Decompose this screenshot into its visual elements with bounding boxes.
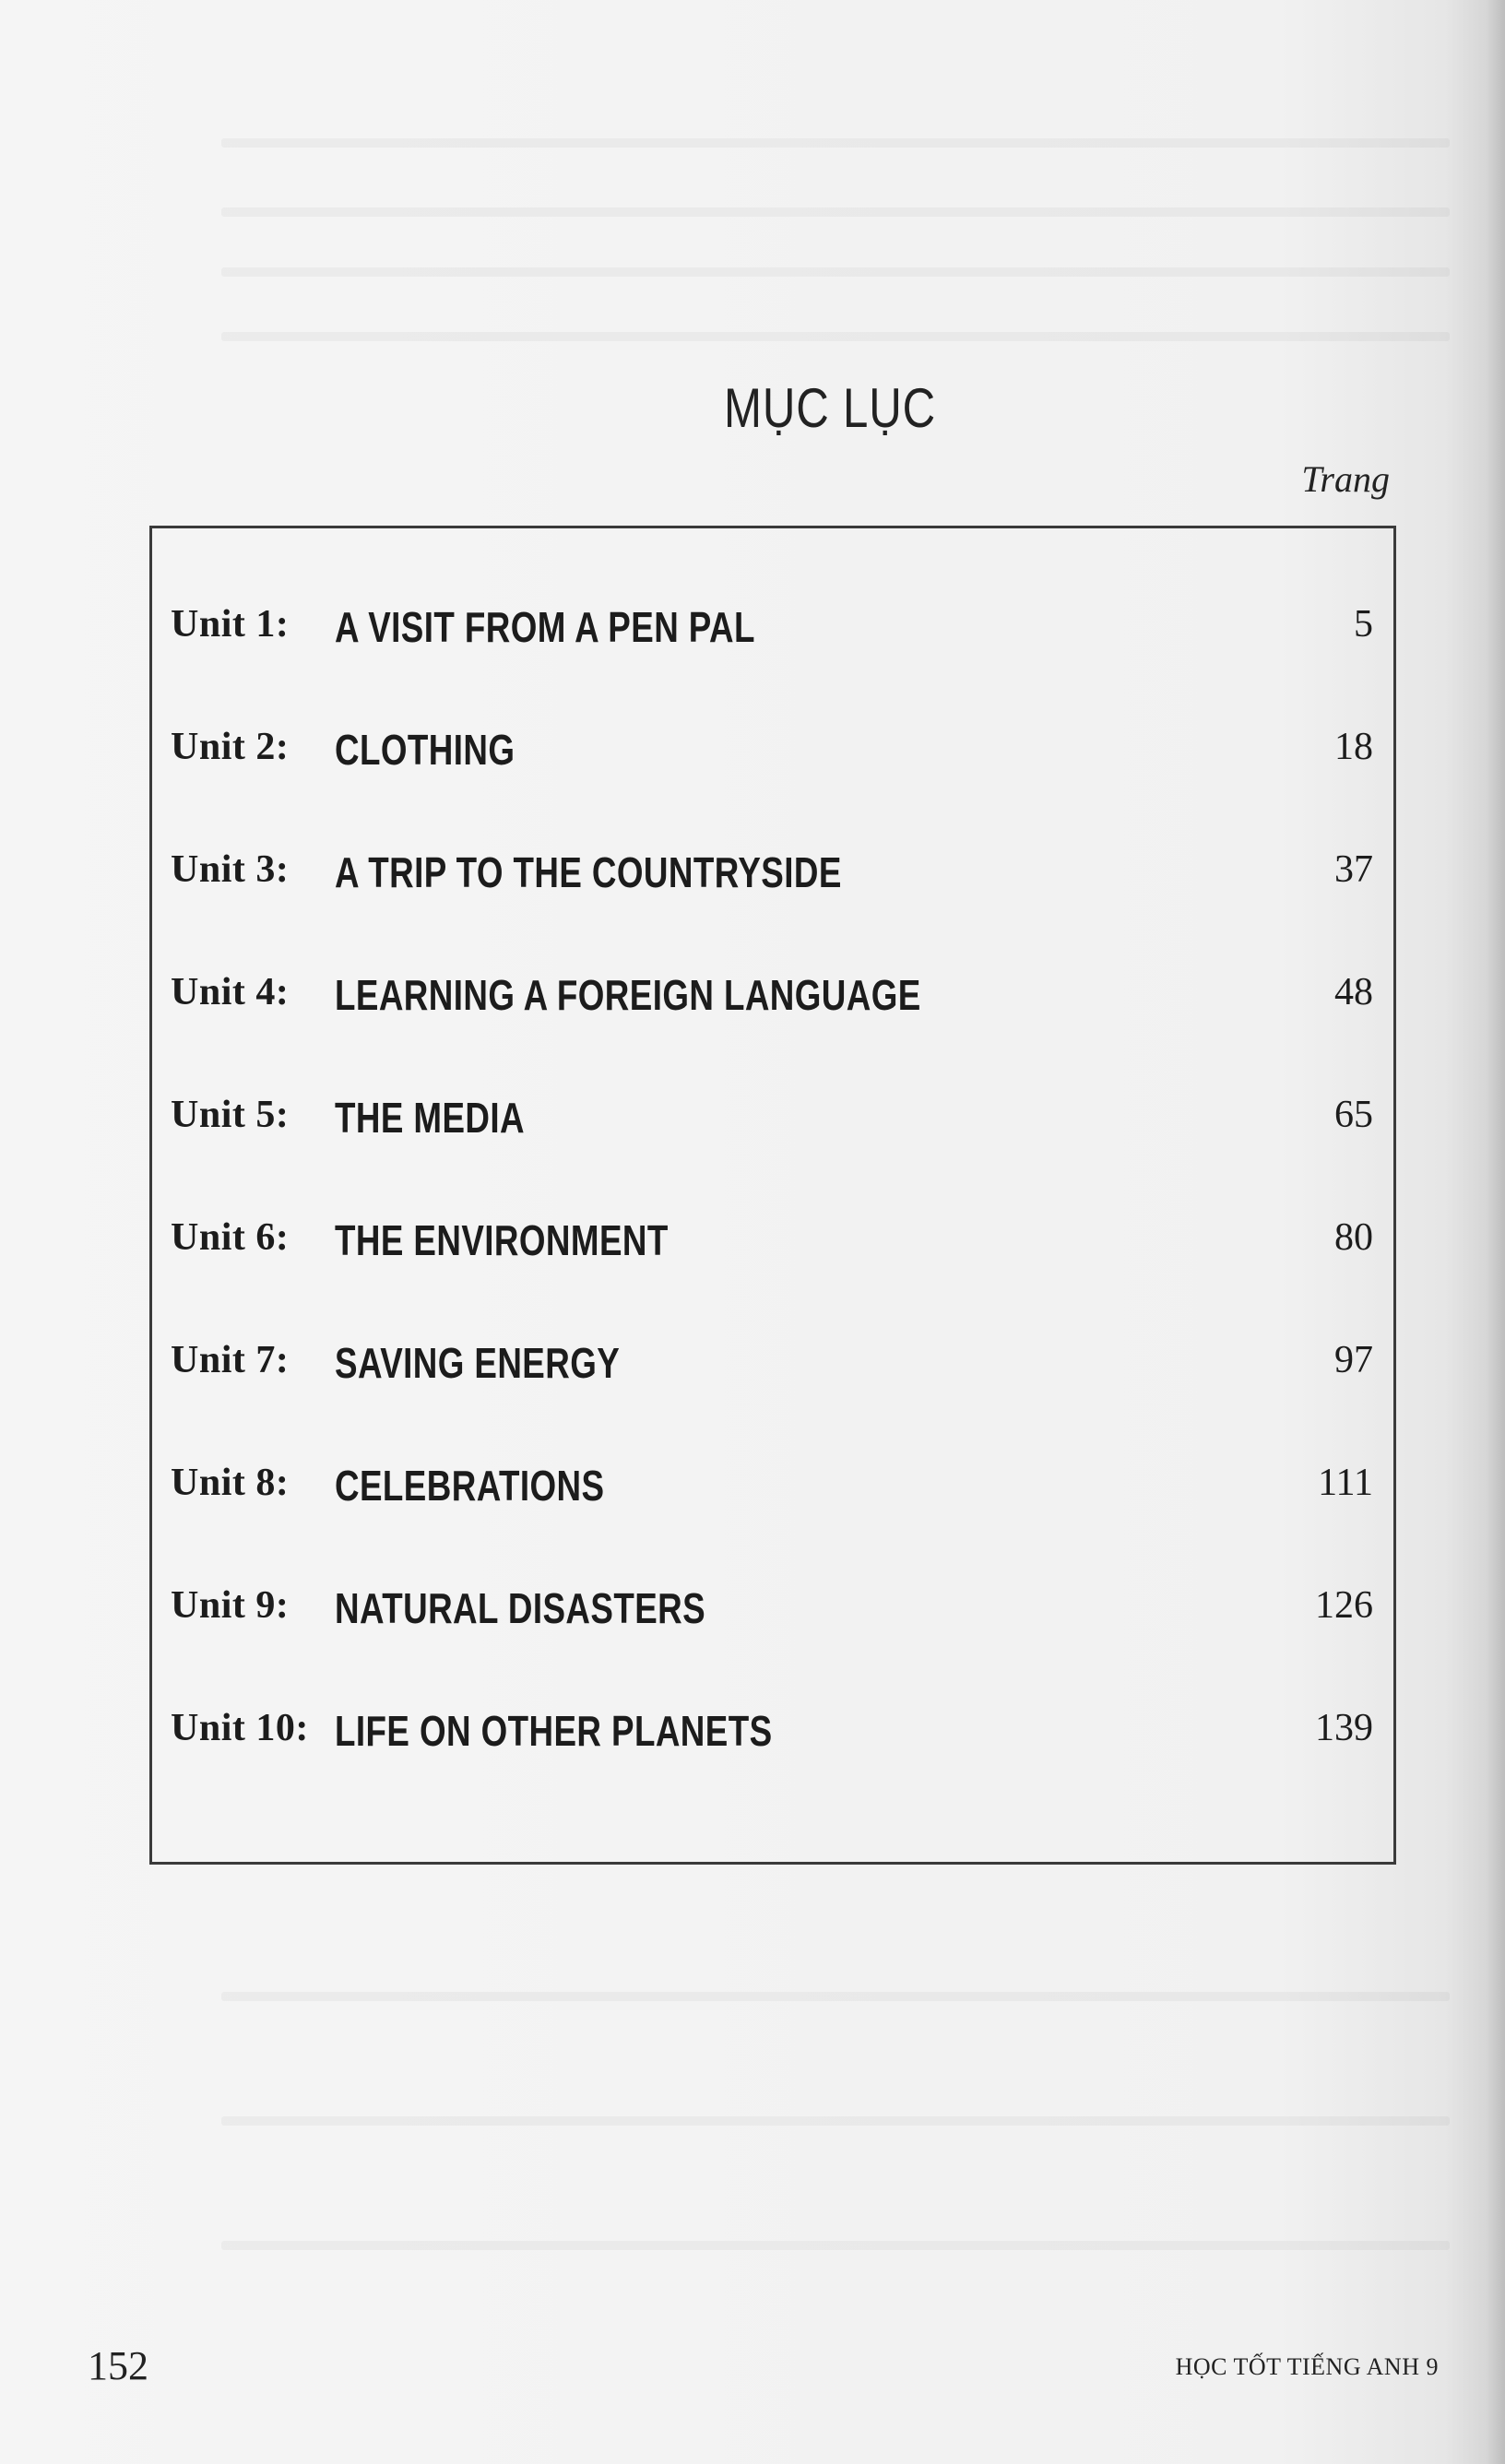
toc-page-number: 37 — [1334, 848, 1373, 891]
toc-unit-label: Unit 10: — [171, 1707, 309, 1749]
toc-unit-label: Unit 7: — [171, 1339, 290, 1381]
toc-unit-label: Unit 3: — [171, 848, 290, 891]
bleed-through-line — [221, 1992, 1450, 2001]
toc-unit-title: NATURAL DISASTERS — [335, 1584, 706, 1632]
table-of-contents — [149, 526, 1396, 1865]
toc-unit-title: CELEBRATIONS — [335, 1462, 605, 1510]
toc-page-number: 5 — [1354, 603, 1373, 646]
page-title: MỤC LỤC — [724, 377, 936, 439]
toc-page-number: 80 — [1334, 1216, 1373, 1259]
toc-row[interactable] — [171, 1093, 1373, 1157]
toc-unit-label: Unit 8: — [171, 1462, 290, 1504]
bleed-through-line — [221, 2116, 1450, 2126]
toc-unit-title: LIFE ON OTHER PLANETS — [335, 1707, 773, 1755]
page-column-label: Trang — [1301, 458, 1390, 500]
toc-unit-title: SAVING ENERGY — [335, 1339, 621, 1387]
book-spine-shadow — [1485, 0, 1505, 2464]
bleed-through-line — [221, 207, 1450, 217]
toc-unit-label: Unit 9: — [171, 1584, 290, 1627]
toc-row[interactable] — [171, 970, 1373, 1035]
bleed-through-line — [221, 2241, 1450, 2250]
footer-book-title: HỌC TỐT TIẾNG ANH 9 — [1175, 2353, 1439, 2380]
toc-page-number: 48 — [1334, 971, 1373, 1013]
toc-unit-label: Unit 2: — [171, 726, 290, 768]
toc-unit-title: CLOTHING — [335, 726, 515, 774]
toc-unit-title: A TRIP TO THE COUNTRYSIDE — [335, 848, 842, 896]
toc-page-number: 65 — [1334, 1094, 1373, 1136]
toc-unit-label: Unit 5: — [171, 1094, 290, 1136]
toc-row[interactable] — [171, 1583, 1373, 1648]
toc-page-number: 97 — [1334, 1339, 1373, 1381]
toc-unit-title: A VISIT FROM A PEN PAL — [335, 603, 755, 651]
toc-row[interactable] — [171, 1706, 1373, 1771]
toc-unit-title: THE MEDIA — [335, 1094, 525, 1142]
toc-unit-title: THE ENVIRONMENT — [335, 1216, 669, 1264]
bleed-through-line — [221, 267, 1450, 277]
toc-unit-label: Unit 4: — [171, 971, 290, 1013]
toc-row[interactable] — [171, 1338, 1373, 1403]
toc-unit-label: Unit 6: — [171, 1216, 290, 1259]
toc-page-number: 18 — [1334, 726, 1373, 768]
toc-unit-title: LEARNING A FOREIGN LANGUAGE — [335, 971, 921, 1019]
toc-row[interactable] — [171, 602, 1373, 667]
toc-page-number: 139 — [1315, 1707, 1373, 1749]
toc-row[interactable] — [171, 725, 1373, 789]
bleed-through-line — [221, 138, 1450, 148]
toc-row[interactable] — [171, 1461, 1373, 1525]
toc-row[interactable] — [171, 1215, 1373, 1280]
toc-unit-label: Unit 1: — [171, 603, 290, 646]
toc-page-number: 111 — [1318, 1462, 1373, 1504]
toc-page-number: 126 — [1315, 1584, 1373, 1627]
bleed-through-line — [221, 332, 1450, 341]
footer-page-number: 152 — [88, 2343, 148, 2388]
toc-row[interactable] — [171, 847, 1373, 912]
